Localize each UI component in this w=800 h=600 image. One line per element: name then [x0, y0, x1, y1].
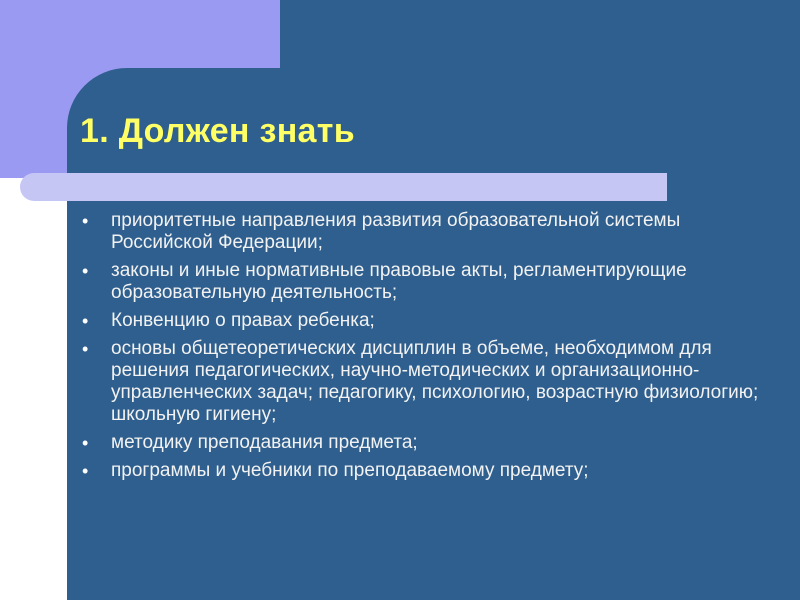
bullet-text: методику преподавания предмета;: [111, 432, 418, 453]
bullet-item: [80, 460, 760, 482]
bullet-text: основы общетеоретических дисциплин в объеме, необходимом для решения педагогических, научно-методических и организационно-управленческих задач; педагогику, психологию, возрастную физиологию; школьную гигиену;: [111, 338, 759, 425]
bullet-dot-icon: •: [82, 211, 89, 231]
bullet-dot-icon: •: [82, 339, 89, 359]
decorative-upper-band: [280, 0, 800, 68]
title-divider-bar: [20, 173, 667, 201]
bullet-item: [80, 432, 760, 454]
bullet-dot-icon: •: [82, 461, 89, 481]
bullet-dot-icon: •: [82, 433, 89, 453]
bullet-item: [80, 210, 760, 254]
bullet-text: приоритетные направления развития образовательной системы Российской Федерации;: [111, 210, 681, 253]
bullet-item: [80, 260, 760, 304]
bullet-item: [80, 310, 760, 332]
bullet-item: [80, 338, 760, 426]
bullet-text: Конвенцию о правах ребенка;: [111, 310, 375, 331]
bullet-text: программы и учебники по преподаваемому предмету;: [111, 460, 589, 481]
bullet-text: законы и иные нормативные правовые акты, регламентирующие образовательную деятельность;: [111, 260, 687, 303]
slide-title: 1. Должен знать: [80, 112, 355, 150]
bullet-dot-icon: •: [82, 311, 89, 331]
bullet-list: [80, 210, 760, 488]
bullet-dot-icon: •: [82, 261, 89, 281]
